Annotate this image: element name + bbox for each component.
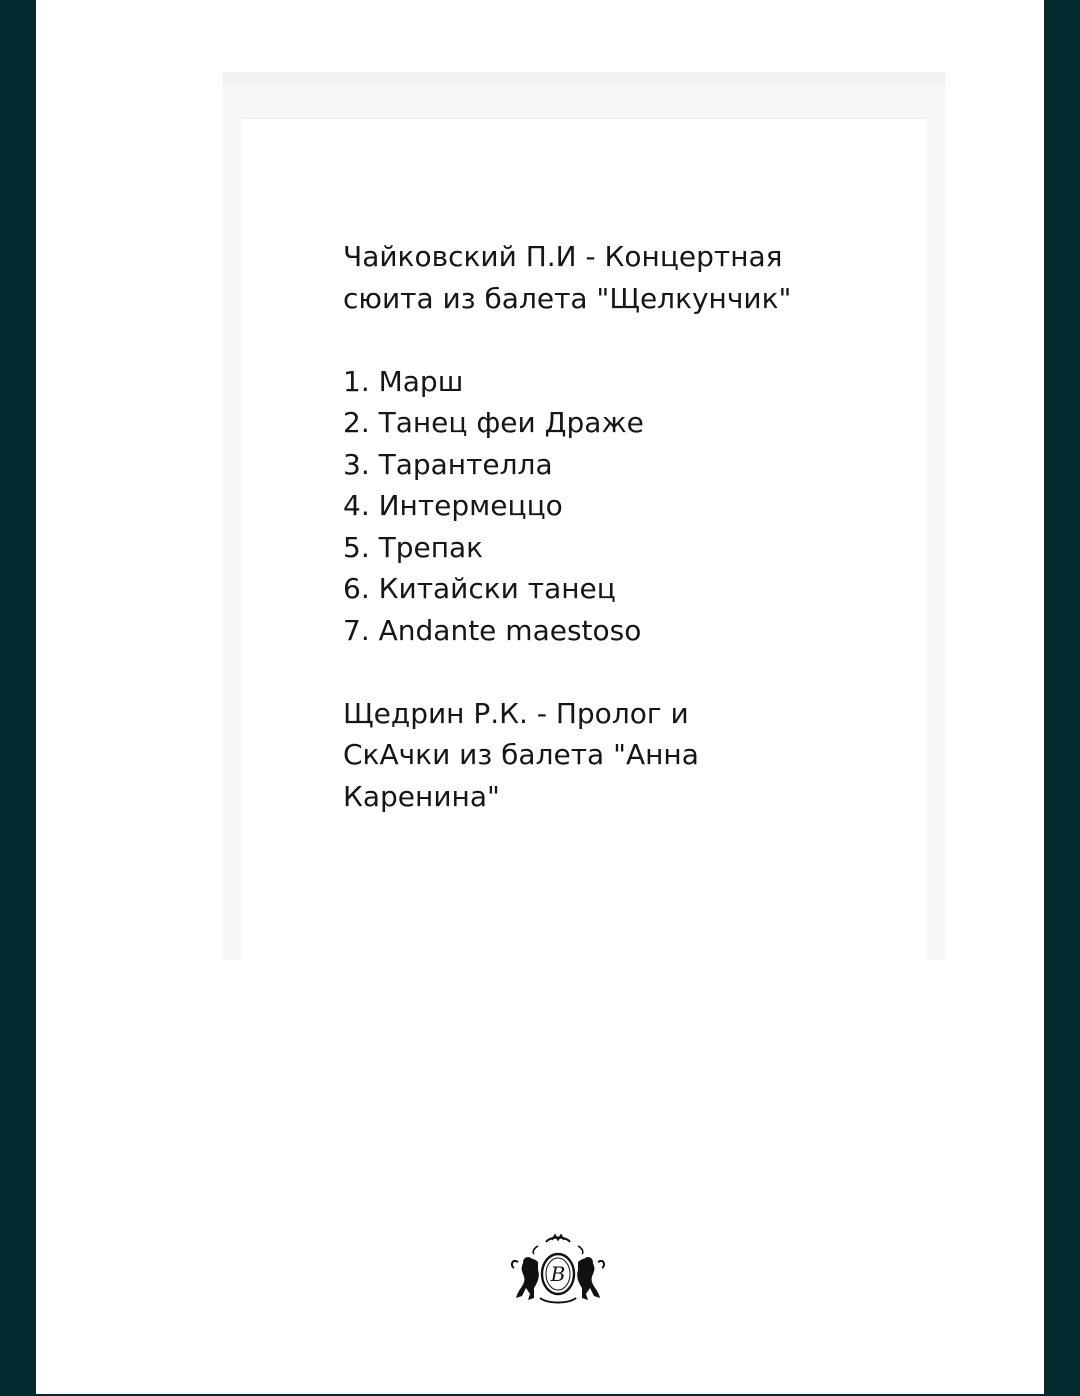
work1-line1: Чайковский П.И - Концертная [343,240,783,273]
program-text [343,236,863,817]
card-header-strip [223,72,945,86]
track-item: 6. Китайски танец [343,572,616,605]
track-item: 7. Andante maestoso [343,613,642,647]
logo-letter: B [550,1262,566,1286]
track-item: 1. Марш [343,364,464,398]
track-item: 3. Тарантелла [343,447,553,481]
track-item: 5. Трепак [343,530,484,564]
work2-line2: СкАчки из балета "Анна [343,738,699,771]
page [36,0,1044,1394]
work2-line1: Щедрин Р.К. - Пролог и [343,696,689,730]
track-list [343,361,863,652]
crest-logo-icon [498,1232,618,1312]
track-item: 2. Танец феи Драже [343,406,644,439]
track-item: 4. Интермеццо [343,489,563,522]
work2-line3: Каренина" [343,779,500,813]
work1-line2: сюита из балета "Щелкунчик" [343,281,792,315]
